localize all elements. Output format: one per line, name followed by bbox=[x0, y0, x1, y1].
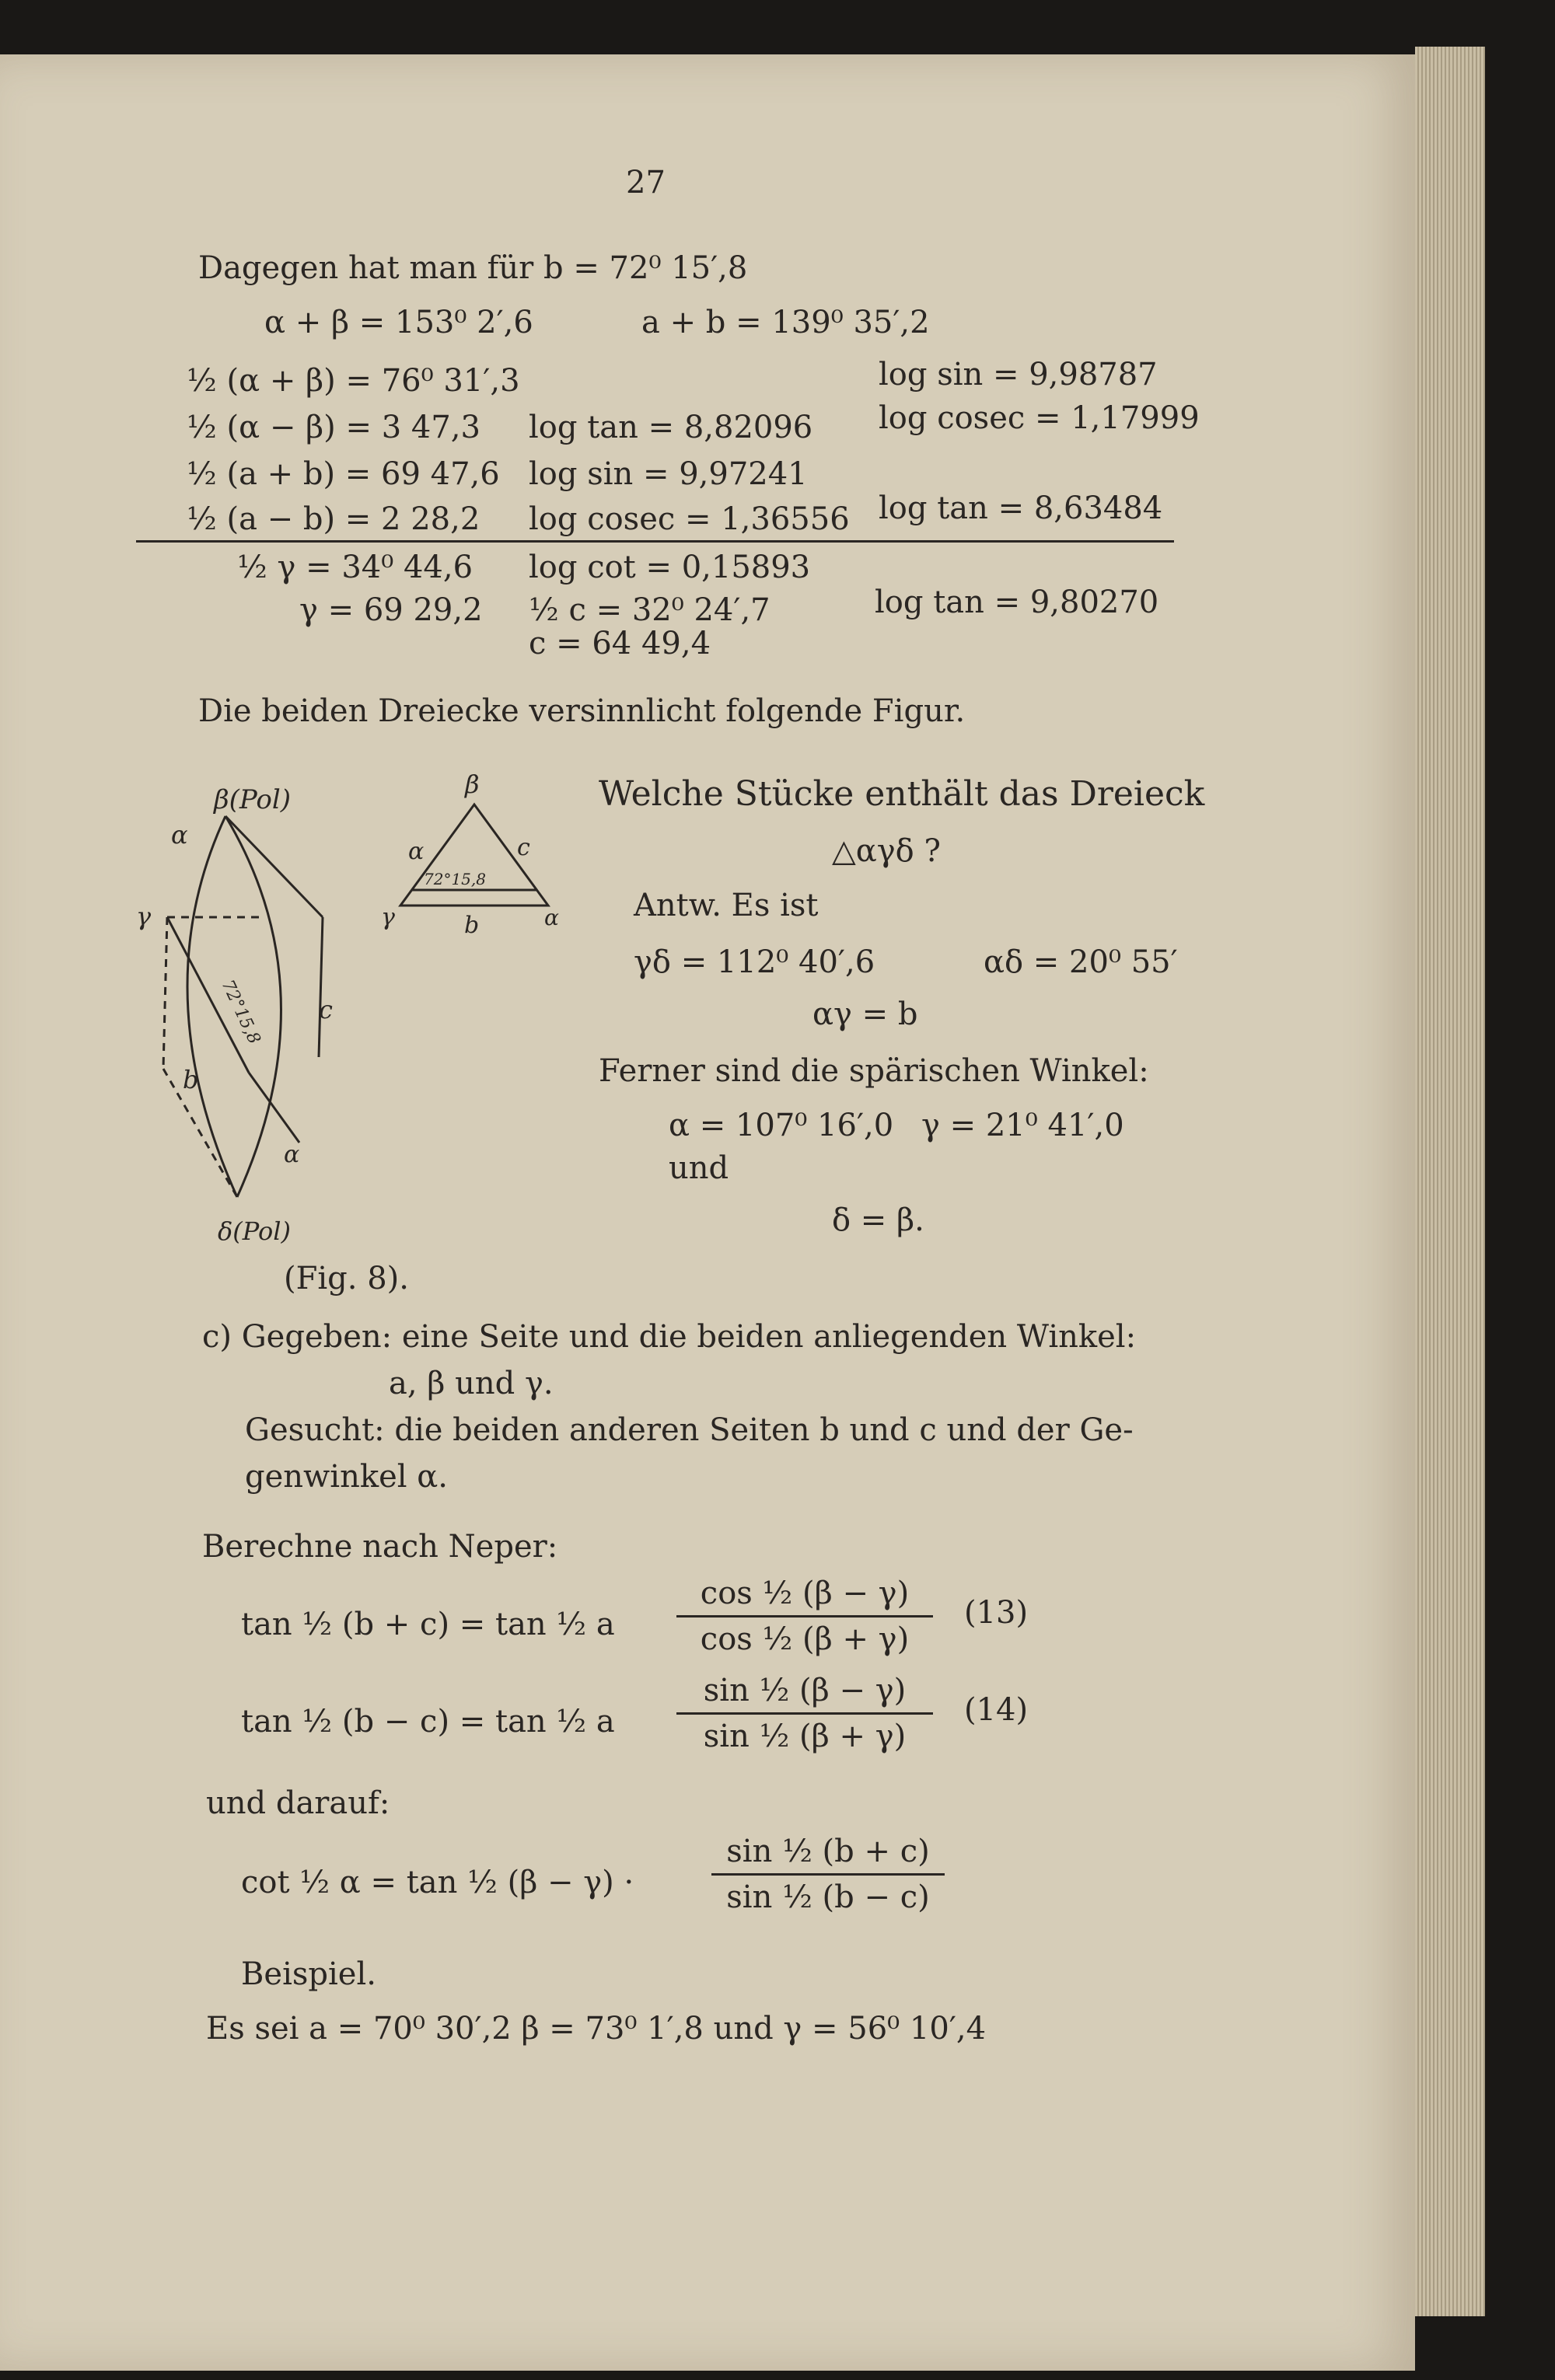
answer-line-winkel: Ferner sind die spärischen Winkel: bbox=[599, 1053, 1149, 1089]
es-sei-line: Es sei a = 70⁰ 30′,2 β = 73⁰ 1′,8 und γ = 56⁰ 10′,4 bbox=[206, 2011, 987, 2047]
formula-15-fraction bbox=[711, 1836, 945, 1913]
formula-15-denominator: sin ½ (b − c) bbox=[726, 1879, 930, 1915]
fraction-bar bbox=[676, 1615, 933, 1617]
case-c-line-4: genwinkel α. bbox=[245, 1459, 448, 1495]
small-c: c bbox=[517, 834, 530, 861]
small-beta: β bbox=[465, 769, 480, 799]
label-gamma: γ bbox=[136, 902, 152, 931]
table-r5-lhs: ½ γ = 34⁰ 44,6 bbox=[237, 550, 473, 585]
lune-dashed-left bbox=[163, 917, 167, 1069]
small-x: α bbox=[544, 905, 559, 930]
lune-side-c2 bbox=[319, 917, 323, 1057]
case-c-line-2: a, β und γ. bbox=[389, 1366, 554, 1401]
page-number: 27 bbox=[626, 165, 666, 201]
question-line-1: Welche Stücke enthält das Dreieck bbox=[599, 774, 1205, 814]
formula-15-lhs: cot ½ α = tan ½ (β − γ) · bbox=[241, 1865, 634, 1900]
table-r6-log1: ½ c = 32⁰ 24′,7 bbox=[529, 592, 771, 628]
formula-15-numerator: sin ½ (b + c) bbox=[726, 1834, 930, 1869]
table-r5-log1: log cot = 0,15893 bbox=[529, 550, 811, 585]
table-r3-lhs: ½ (a + b) = 69 47,6 bbox=[187, 456, 500, 492]
table-r7-log1: c = 64 49,4 bbox=[529, 626, 711, 661]
table-r1-log2: log sin = 9,98787 bbox=[879, 357, 1158, 393]
formula-14-denominator: sin ½ (β + γ) bbox=[703, 1719, 907, 1754]
answer-delta: δ = β. bbox=[832, 1202, 924, 1238]
sum-alpha-beta: α + β = 153⁰ 2′,6 bbox=[264, 305, 533, 340]
page-edges bbox=[1415, 47, 1485, 2316]
label-side-text: 72°15,8 bbox=[217, 976, 264, 1048]
label-x: α bbox=[284, 1141, 300, 1168]
formula-13-lhs: tan ½ (b + c) = tan ½ a bbox=[241, 1607, 615, 1642]
label-alpha: α bbox=[171, 820, 188, 850]
answer-alpha-delta: αδ = 20⁰ 55′ bbox=[984, 944, 1178, 980]
formula-13-denominator: cos ½ (β + γ) bbox=[700, 1621, 910, 1657]
answer-gamma: γ = 21⁰ 41′,0 bbox=[921, 1108, 1124, 1143]
beispiel-heading: Beispiel. bbox=[241, 1956, 376, 1992]
table-r4-log2: log tan = 8,63484 bbox=[879, 490, 1163, 526]
lune-side-c bbox=[225, 816, 323, 917]
table-r2-lhs: ½ (α − β) = 3 47,3 bbox=[187, 410, 480, 445]
figure-caption: (Fig. 8). bbox=[284, 1261, 409, 1296]
label-beta-pol: β(Pol) bbox=[214, 784, 292, 815]
figure-intro: Die beiden Dreiecke versinnlicht folgende Figur. bbox=[198, 693, 966, 729]
table-r2-log2: log cosec = 1,17999 bbox=[879, 400, 1200, 436]
answer-alpha-gamma: αγ = b bbox=[812, 996, 918, 1032]
answer-alpha: α = 107⁰ 16′,0 bbox=[669, 1108, 894, 1143]
fraction-bar bbox=[711, 1873, 945, 1876]
fraction-bar bbox=[676, 1712, 933, 1715]
table-r4-lhs: ½ (a − b) = 2 28,2 bbox=[187, 501, 480, 537]
label-c: c bbox=[319, 995, 333, 1024]
label-delta-pol: δ(Pol) bbox=[218, 1216, 291, 1246]
formula-14-tag: (14) bbox=[964, 1692, 1029, 1728]
small-b: b bbox=[464, 912, 480, 939]
answer-gamma-delta: γδ = 112⁰ 40′,6 bbox=[634, 944, 875, 980]
table-r4-log1: log cosec = 1,36556 bbox=[529, 501, 850, 537]
table-r2-log1: log tan = 8,82096 bbox=[529, 410, 813, 445]
formula-14-fraction bbox=[676, 1675, 933, 1752]
figure-8 bbox=[117, 758, 622, 1255]
answer-line-1: Antw. Es ist bbox=[634, 888, 819, 923]
small-alpha: α bbox=[408, 838, 425, 865]
intro-line: Dagegen hat man für b = 72⁰ 15′,8 bbox=[198, 250, 748, 286]
table-r6-log2: log tan = 9,80270 bbox=[875, 585, 1159, 620]
table-divider bbox=[136, 540, 1174, 543]
table-r6-lhs: γ = 69 29,2 bbox=[299, 592, 483, 628]
case-c-line-3: Gesucht: die beiden anderen Seiten b und c und der Ge- bbox=[245, 1412, 1134, 1448]
question-line-2: △αγδ ? bbox=[832, 833, 941, 869]
formula-14-numerator: sin ½ (β − γ) bbox=[703, 1673, 907, 1708]
small-side-text: 72°15,8 bbox=[424, 870, 486, 888]
und-darauf: und darauf: bbox=[206, 1785, 390, 1821]
neper-line: Berechne nach Neper: bbox=[202, 1529, 558, 1565]
label-b: b bbox=[183, 1065, 199, 1094]
answer-und: und bbox=[669, 1150, 729, 1186]
formula-14-lhs: tan ½ (b − c) = tan ½ a bbox=[241, 1704, 615, 1740]
formula-13-tag: (13) bbox=[964, 1595, 1029, 1631]
case-c-line-1: c) Gegeben: eine Seite und die beiden anliegenden Winkel: bbox=[202, 1319, 1137, 1355]
table-r1-lhs: ½ (α + β) = 76⁰ 31′,3 bbox=[187, 363, 520, 399]
table-r3-log1: log sin = 9,97241 bbox=[529, 456, 808, 492]
formula-13-fraction bbox=[676, 1578, 933, 1655]
formula-13-numerator: cos ½ (β − γ) bbox=[700, 1576, 910, 1611]
sum-a-b: a + b = 139⁰ 35′,2 bbox=[641, 305, 930, 340]
small-gamma: γ bbox=[381, 904, 395, 931]
